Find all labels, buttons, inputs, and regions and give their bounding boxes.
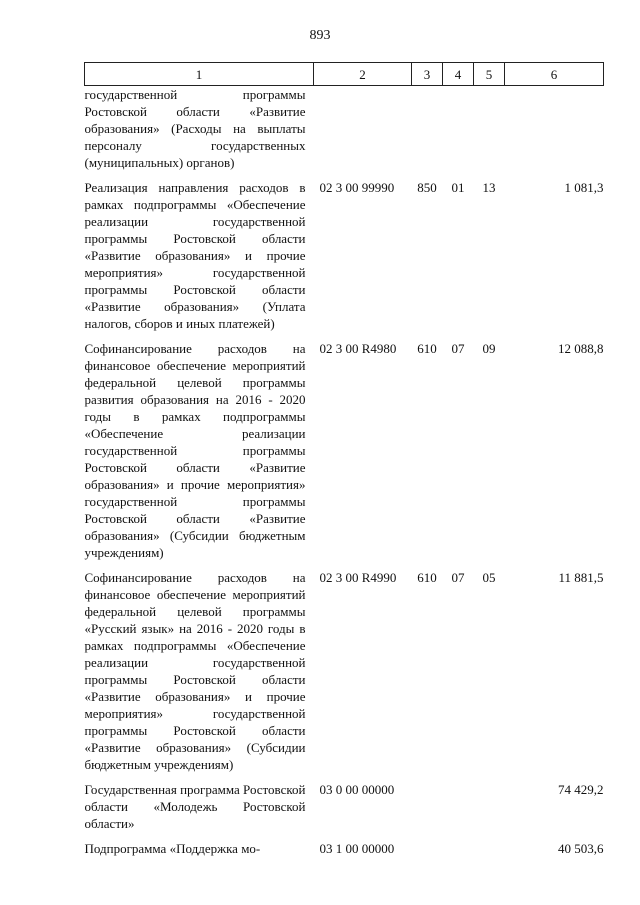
- column-header: 6: [505, 63, 604, 86]
- row-expense-type: 610: [417, 570, 437, 585]
- row-section: 07: [451, 570, 465, 585]
- table-row: [85, 86, 604, 172]
- row-amount: 12 088,8: [558, 341, 604, 356]
- row-subsection: [474, 773, 505, 832]
- row-target-code: [314, 86, 412, 172]
- row-amount: 40 503,6: [558, 841, 604, 856]
- row-description: государственной программы Ростовской области «Развитие образования» (Расходы на выплаты персоналу государственных (муниципальных) органов): [84, 87, 306, 170]
- row-subsection: 13: [482, 180, 496, 195]
- row-description: Реализация направления расходов в рамках подпрограммы «Обеспечение реализации государственной программы Ростовской области «Развитие образования» и прочие мероприятия» государственной программы Ростовской области «Развитие образования» (Уплата налогов, сборов и иных платежей): [84, 180, 306, 331]
- row-target-code: 03 1 00 00000: [319, 841, 395, 856]
- row-target-code: 02 3 00 R4980: [319, 341, 397, 356]
- table-header-row: [85, 63, 604, 86]
- row-amount: 1 081,3: [564, 180, 604, 195]
- row-description: Государственная программа Ростовской области «Молодежь Ростовской области»: [84, 782, 306, 831]
- column-header: 4: [443, 63, 474, 86]
- table-row: [85, 171, 604, 332]
- row-expense-type: [412, 832, 443, 857]
- table-row: [85, 773, 604, 832]
- table-row: [85, 561, 604, 773]
- table-row: [85, 332, 604, 561]
- table-row: [85, 832, 604, 857]
- column-header: 5: [474, 63, 505, 86]
- column-header: 2: [314, 63, 412, 86]
- row-target-code: 02 3 00 R4990: [319, 570, 397, 585]
- column-header: 3: [412, 63, 443, 86]
- row-subsection: [474, 86, 505, 172]
- row-subsection: 05: [482, 570, 496, 585]
- row-section: 07: [451, 341, 465, 356]
- row-section: 01: [451, 180, 465, 195]
- row-description: Софинансирование расходов на финансовое обеспечение мероприятий федеральной целевой программы «Русский язык» на 2016 - 2020 годы в рамках подпрограммы «Обеспечение реализации государственной программы Ростовской области «Развитие образования» и прочие мероприятия» государственной программы Ростовской области «Развитие образования» (Субсидии бюджетным учреждениям): [84, 570, 306, 772]
- budget-table: [84, 62, 604, 857]
- row-expense-type: [412, 773, 443, 832]
- row-section: [443, 86, 474, 172]
- page-number: 893: [309, 28, 331, 43]
- row-expense-type: 850: [417, 180, 437, 195]
- row-amount: 11 881,5: [558, 570, 604, 585]
- row-expense-type: [412, 86, 443, 172]
- row-subsection: 09: [482, 341, 496, 356]
- column-header: 1: [85, 63, 314, 86]
- row-description: Подпрограмма «Поддержка мо-: [84, 841, 261, 856]
- row-subsection: [474, 832, 505, 857]
- row-description: Софинансирование расходов на финансовое обеспечение мероприятий федеральной целевой программы развития образования на 2016 - 2020 годы в рамках подпрограммы «Обеспечение реализации государственной программы Ростовской области «Развитие образования» и прочие мероприятия» государственной программы Ростовской области «Развитие образования» (Субсидии бюджетным учреждениям): [84, 341, 306, 560]
- row-amount: 74 429,2: [558, 782, 604, 797]
- row-section: [443, 773, 474, 832]
- row-amount: [505, 86, 604, 172]
- row-section: [443, 832, 474, 857]
- row-target-code: 03 0 00 00000: [319, 782, 395, 797]
- budget-table-container: [84, 62, 603, 857]
- row-target-code: 02 3 00 99990: [319, 180, 395, 195]
- row-expense-type: 610: [417, 341, 437, 356]
